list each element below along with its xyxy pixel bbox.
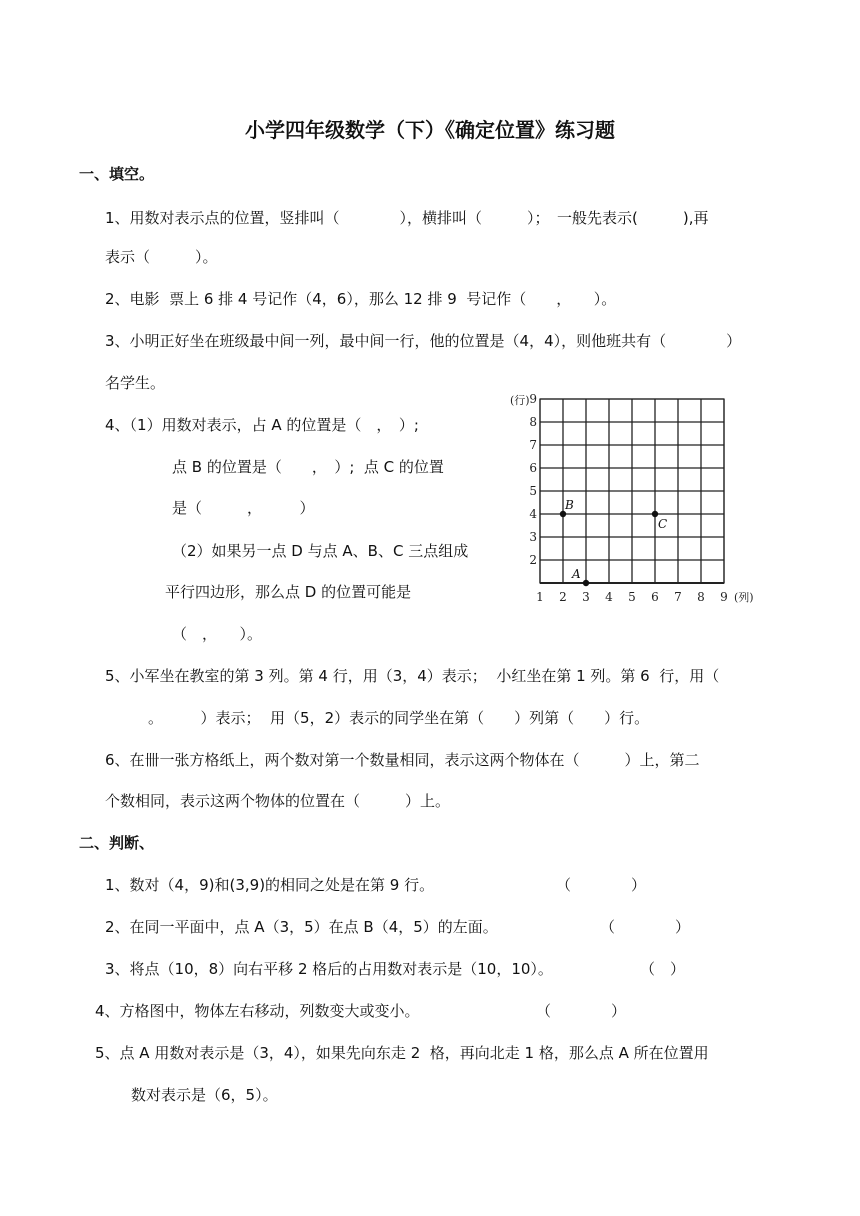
question-4-line-2: 点 B 的位置是（ ， ）; 点 C 的位置 bbox=[172, 458, 444, 476]
x-tick-label: 8 bbox=[697, 590, 705, 604]
coordinate-grid-chart bbox=[505, 392, 770, 618]
x-tick-label: 1 bbox=[536, 590, 544, 604]
question-4-line-5: 平行四边形，那么点 D 的位置可能是 bbox=[165, 583, 412, 601]
judge-2: 2、在同一平面中，点 A（3，5）在点 B（4，5）的左面。 bbox=[105, 918, 498, 936]
y-tick-label: 8 bbox=[529, 415, 537, 429]
x-tick-label: 9 bbox=[720, 590, 728, 604]
judge-3-answer-blank: （ ） bbox=[640, 960, 686, 978]
page-title: 小学四年级数学（下）《确定位置》练习题 bbox=[245, 118, 615, 142]
point-a bbox=[583, 580, 589, 586]
question-5-line-2: 。 ）表示； 用（5，2）表示的同学坐在第（ ）列第（ ）行。 bbox=[148, 709, 650, 727]
x-tick-label: 7 bbox=[674, 590, 682, 604]
judge-4-answer-blank: （ ） bbox=[536, 1002, 627, 1020]
question-3-line-2: 名学生。 bbox=[105, 374, 166, 392]
y-tick-label: 3 bbox=[529, 530, 537, 544]
question-6-line-1: 6、在卌一张方格纸上，两个数对第一个数量相同，表示这两个物体在（ ）上，第二 bbox=[105, 751, 700, 769]
question-4-line-6: （ ， ）。 bbox=[172, 625, 263, 643]
point-label-c: C bbox=[658, 517, 668, 531]
judge-1: 1、数对（4，9)和(3,9)的相同之处是在第 9 行。 bbox=[105, 876, 435, 894]
x-tick-label: 4 bbox=[605, 590, 613, 604]
point-label-a: A bbox=[572, 567, 581, 581]
y-tick-label: 5 bbox=[529, 484, 537, 498]
y-tick-label: 2 bbox=[529, 553, 537, 567]
question-3-line-1: 3、小明正好坐在班级最中间一列，最中间一行，他的位置是（4，4），则他班共有（ ） bbox=[105, 332, 742, 350]
x-axis-label: (列) bbox=[734, 591, 754, 604]
question-1-line-1: 1、用数对表示点的位置，竖排叫（ ），横排叫（ ）； 一般先表示( ),再 bbox=[105, 209, 709, 227]
question-4-line-1: 4、（1）用数对表示，占 A 的位置是（ ， ）; bbox=[105, 416, 419, 434]
question-6-line-2: 个数相同，表示这两个物体的位置在（ ）上。 bbox=[105, 792, 451, 810]
y-axis-label: (行) bbox=[510, 394, 530, 407]
y-tick-label: 9 bbox=[529, 392, 537, 406]
point-label-b: B bbox=[565, 498, 574, 512]
x-tick-label: 2 bbox=[559, 590, 567, 604]
question-4-line-3: 是（ ， ） bbox=[172, 499, 315, 517]
question-1-line-2: 表示（ ）。 bbox=[105, 248, 218, 266]
judge-1-answer-blank: （ ） bbox=[556, 876, 647, 894]
question-4-line-4: （2）如果另一点 D 与点 A、B、C 三点组成 bbox=[172, 542, 469, 560]
x-tick-label: 6 bbox=[651, 590, 659, 604]
section-1-heading: 一、填空。 bbox=[79, 165, 155, 183]
judge-2-answer-blank: （ ） bbox=[600, 918, 691, 936]
judge-5-line-1: 5、点 A 用数对表示是（3，4），如果先向东走 2 格，再向北走 1 格，那么点 A 所在位置用 bbox=[95, 1044, 709, 1062]
y-tick-label: 7 bbox=[529, 438, 537, 452]
x-tick-label: 3 bbox=[582, 590, 590, 604]
judge-5-line-2: 数对表示是（6，5）。 bbox=[131, 1086, 278, 1104]
section-2-heading: 二、判断、 bbox=[79, 834, 155, 852]
y-tick-label: 6 bbox=[529, 461, 537, 475]
question-2: 2、电影 票上 6 排 4 号记作（4，6），那么 12 排 9 号记作（ ， ）。 bbox=[105, 290, 617, 308]
judge-3: 3、将点（10，8）向右平移 2 格后的占用数对表示是（10，10）。 bbox=[105, 960, 553, 978]
judge-4: 4、方格图中，物体左右移动，列数变大或变小。 bbox=[95, 1002, 420, 1020]
y-tick-label: 4 bbox=[529, 507, 537, 521]
x-tick-label: 5 bbox=[628, 590, 636, 604]
question-5-line-1: 5、小军坐在教室的第 3 列。第 4 行，用（3，4）表示； 小红坐在第 1 列。第 6 行，用（ bbox=[105, 667, 720, 685]
